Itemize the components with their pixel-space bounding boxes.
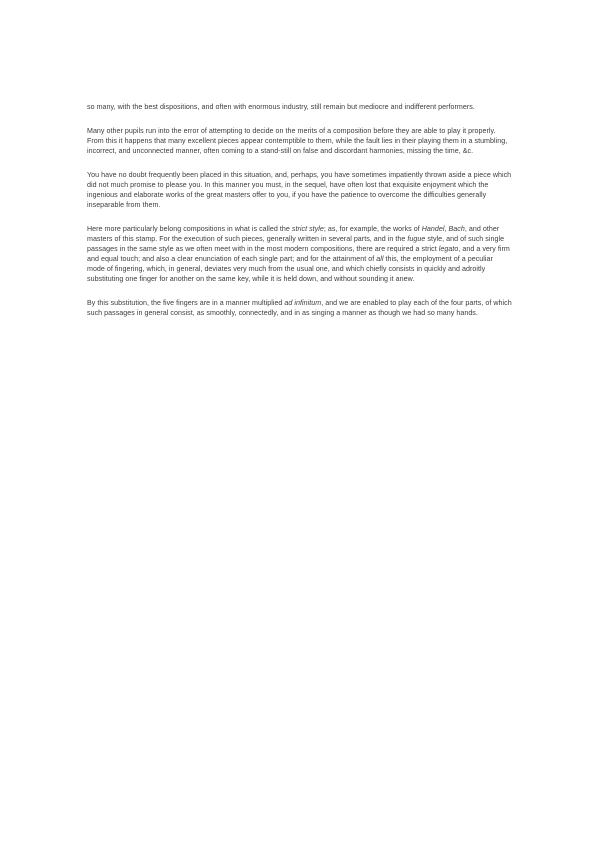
- text-segment: this, the employment of a peculiar mode of fingering, which, in general, deviates very much from the usual one, and which chiefly consists in quickly and adroitly substituting one finger for another on the same key, while it is held down, and without sounding it anew.: [87, 255, 493, 283]
- italic-segment: fugue: [407, 235, 426, 243]
- text-segment: ; as, for example, the works of: [323, 225, 422, 233]
- paragraph-4: [87, 224, 512, 284]
- text-segment: , and we are enabled to play each of the four parts, of which such passages in general consist, as smoothly, connectedly, and in as singing a manner as though we had so many hands.: [87, 299, 512, 317]
- text-segment: By this substitution, the five fingers are in a manner multiplied: [87, 299, 285, 307]
- text-segment: , and a very firm and equal touch; and also a clear enunciation of each single part; and for the attainment of: [87, 245, 510, 263]
- text-segment: style, and of such single passages in the same style as we often meet with in the most modern compositions, there are required a strict: [87, 235, 505, 253]
- text-segment: , and other masters of this stamp. For the execution of such pieces, generally written in several parts, and in the: [87, 225, 500, 243]
- italic-segment: Handel: [421, 225, 445, 233]
- paragraph-3: [87, 170, 512, 210]
- text-segment: You have no doubt frequently been placed in this situation, and, perhaps, you have sometimes impatiently thrown aside a piece which did not much promise to please you. In this manner you must, in the sequel, have often lost that exquisite enjoyment which the ingenious and elaborate works of the great masters offer to you, if you have the patience to overcome the difficulties generally inseparable from them.: [87, 171, 512, 209]
- italic-segment: ad infinitum: [284, 299, 322, 307]
- paragraph-1: [87, 102, 512, 112]
- paragraph-5: [87, 298, 512, 318]
- italic-segment: Bach: [448, 225, 465, 233]
- text-segment: Many other pupils run into the error of attempting to decide on the merits of a composition before they are able to play it properly. From this it happens that many excellent pieces appear contemptible to them, while the fault lies in their playing them in a stumbling, incorrect, and unconnected manner, often coming to a stand-still on false and discordant harmonies, missing the time, &c.: [87, 127, 508, 155]
- italic-segment: all: [376, 255, 384, 263]
- document-body: [87, 102, 512, 332]
- italic-segment: strict style: [291, 225, 324, 233]
- text-segment: so many, with the best dispositions, and often with enormous industry, still remain but mediocre and indifferent performers.: [87, 103, 475, 111]
- italic-segment: legato: [438, 245, 459, 253]
- text-segment: ,: [444, 225, 449, 233]
- paragraph-2: [87, 126, 512, 156]
- text-segment: Here more particularly belong compositions in what is called the: [87, 225, 292, 233]
